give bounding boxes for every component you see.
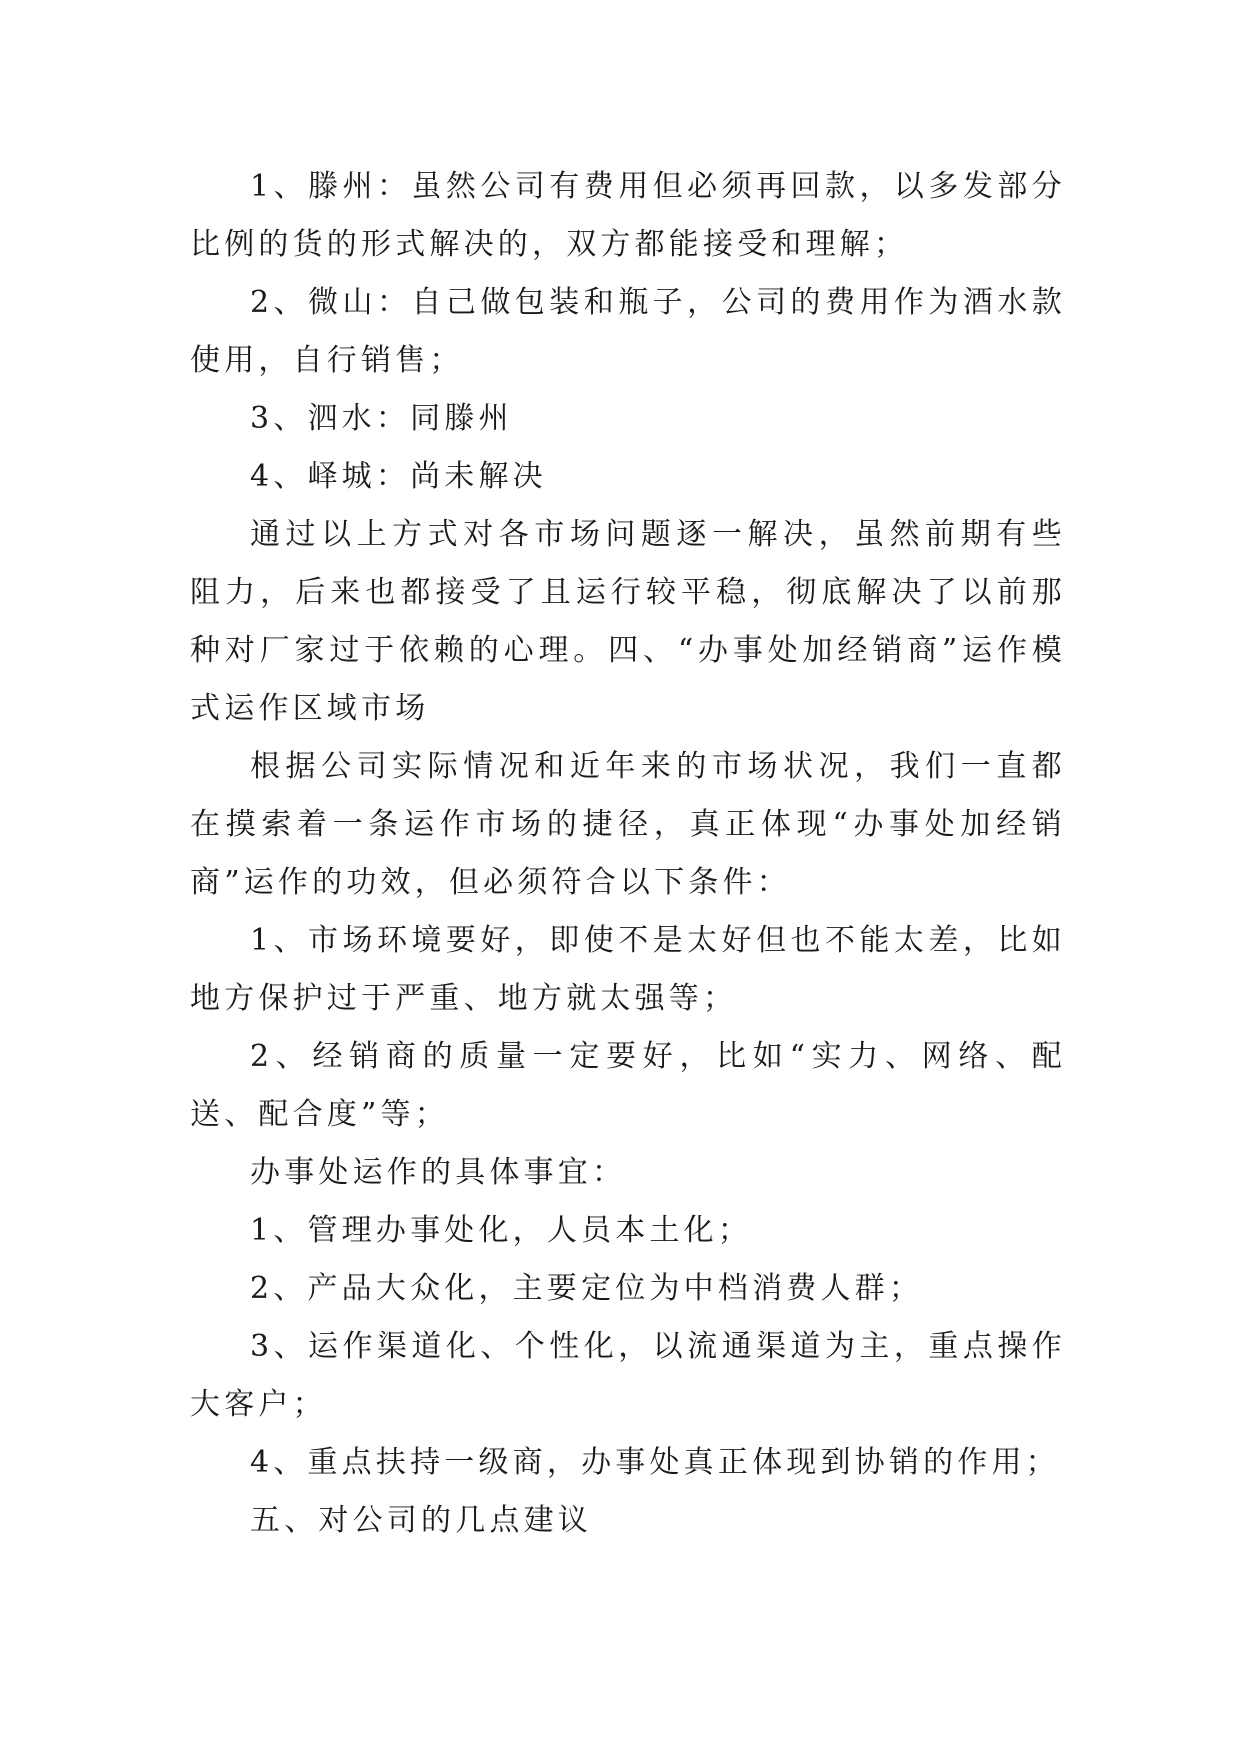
paragraph-weishan: 2、微山：自己做包装和瓶子，公司的费用作为酒水款使用，自行销售； xyxy=(190,285,1066,378)
paragraph-yicheng: 4、峄城：尚未解决 xyxy=(250,459,547,494)
paragraph-office-detail-1: 1、管理办事处化，人员本土化； xyxy=(250,1213,753,1248)
document-body xyxy=(190,158,1066,1550)
paragraph-conditions-intro: 根据公司实际情况和近年来的市场状况，我们一直都在摸索着一条运作市场的捷径，真正体现“办事处加经销商”运作的功效，但必须符合以下条件： xyxy=(190,749,1066,900)
paragraph-tengzhou: 1、滕州：虽然公司有费用但必须再回款，以多发部分比例的货的形式解决的，双方都能接受和理解； xyxy=(190,169,1066,262)
paragraph-sishui: 3、泗水：同滕州 xyxy=(250,401,513,436)
paragraph-condition-2: 2、经销商的质量一定要好，比如“实力、网络、配送、配合度”等； xyxy=(190,1039,1066,1132)
paragraph-office-detail-4: 4、重点扶持一级商，办事处真正体现到协销的作用； xyxy=(250,1445,1060,1480)
paragraph-office-detail-3: 3、运作渠道化、个性化，以流通渠道为主，重点操作大客户； xyxy=(190,1329,1066,1422)
section-heading-suggestions: 五、对公司的几点建议 xyxy=(250,1503,592,1538)
paragraph-office-details-heading: 办事处运作的具体事宜： xyxy=(250,1155,627,1190)
paragraph-office-detail-2: 2、产品大众化，主要定位为中档消费人群； xyxy=(250,1271,924,1306)
paragraph-condition-1: 1、市场环境要好，即使不是太好但也不能太差，比如地方保护过于严重、地方就太强等； xyxy=(190,923,1066,1016)
paragraph-summary: 通过以上方式对各市场问题逐一解决，虽然前期有些阻力，后来也都接受了且运行较平稳，彻底解决了以前那种对厂家过于依赖的心理。四、“办事处加经销商”运作模式运作区域市场 xyxy=(190,517,1066,726)
